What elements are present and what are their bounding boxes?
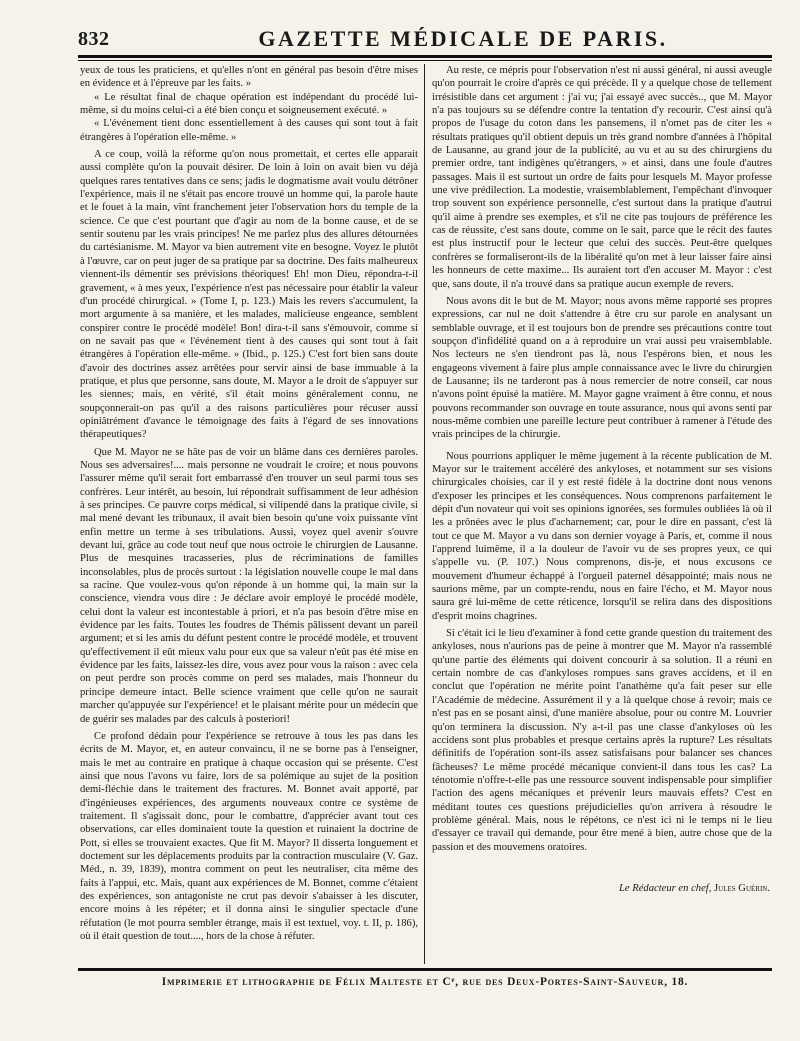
page-header — [78, 18, 772, 58]
right-paragraph-3: Nous pourrions appliquer le même jugement à la récente publication de M. Mayor sur le traitement accéléré des ankyloses, et notamment sur ses visions chirurgicales choisies, car il y est resté fidèle à la doctrine dont nous venons d'exposer les principes et les conséquences. Nous comprenons parfaitement le dépit d'un novateur qui voit ses opinions ignorées, ses formules oubliées là où il les a prônées avec le plus d'acharnement; car, pour le dire en passant, c'est là tout ce que M. Mayor a vu dans son dernier voyage à Paris, et, comme il nous l'apprend luimême, il a la douleur de l'avoir vu de ses propres yeux, ce qui s'appelle vu. (P. 107.) Nous comprenons, dis-je, et nous excusons ce mouvement d'humeur échappé à l'orgueil paternel désappointé; mais nous ne saurions même, par un compte-rendu, nous en faire l'écho, et M. Mayor nous saura gré lui-même de cette réticence, lorsqu'il se relira dans des dispositions d'esprit moins chagrines. — [432, 450, 772, 622]
header-rule-thin — [78, 60, 772, 61]
printer-imprint: Imprimerie et lithographie de Félix Malteste et Cᵉ, rue des Deux-Portes-Saint-Sauveur, 18. — [161, 976, 689, 988]
right-paragraph-2: Nous avons dit le but de M. Mayor; nous avons même rapporté ses propres expressions, car nul ne doit s'attendre à être cru sur parole en analysant un semblable ouvrage, et il est toujours bon de prendre ses précautions contre tout soupçon d'infidélité quand on a à reproduire un vrai aussi peu vraisemblable. Nos lecteurs ne s'en tiendront pas là, nous l'espérons bien, et nous les engageons vivement à faire plus ample connaissance avec le livre du chirurgien de Lausanne; ils ne tarderont pas à nous remercier de notre conseil, car nous n'avons point épuisé la matière. M. Mayor gagne vraiment à être connu, et nous pouvons recommander son ouvrage en toute assurance, nous qui avons senti par nous-même combien une pareille lecture peut contribuer à ramener à l'étude des vrais principes de la chirurgie. — [432, 295, 772, 441]
left-paragraph-6: Ce profond dédain pour l'expérience se retrouve à tous les pas dans les écrits de M. Mayor, et, en auteur convaincu, il ne se borne pas à l'enseigner, mais le met au contraire en pratique à chaque occasion qui se présente. C'est ainsi que nous l'avons vu faire, lors de sa polémique au sujet de la position demi-fléchie dans le traitement des fractures. M. Bonnet avait apporté, par d'ingénieuses expériences, des arguments nouveaux contre ce système de traitement. Il s'agissait donc, pour le combattre, d'apprécier avant tout ces observations, car elles dominaient toute la question et ruinaient la doctrine de Pott, si elles se trouvaient exactes. Que fit M. Mayor? Il disserta longuement et doctement sur les déplacements produits par la contraction musculaire (V. Gaz. Méd., n. 39, 1839), montra comment on peut les neutraliser, cita même des faits à l'appui, etc. Mais, quant aux expériences de M. Bonnet, comme c'étaient des expériences, son antagoniste ne crut pas devoir s'abaisser à les discuter, encore moins à les répéter; et il donna ainsi le singulier spectacle d'une réfutation (le mot pourra sembler étrange, mais il est textuel, voy. t. II, p. 186), où il était question de tout...., hors de la chose à réfuter. — [80, 730, 418, 942]
left-column — [80, 64, 418, 969]
right-paragraph-4: Si c'était ici le lieu d'examiner à fond cette grande question du traitement des ankyloses, nous n'aurions pas de peine à montrer que M. Mayor n'a rassemblé qu'une partie des éléments qui doivent concourir à sa solution. Il a réuni en certain nombre de cas d'ankyloses rompues sans graves accidens, et il en conclut que l'opération ne mérite point l'anathème qu'a fait peser sur elle l'Académie de médecine. Assurément il y a là quelque chose à revoir; mais ce n'est pas en se posant ainsi, d'une manière absolue, pour ou contre M. Louvrier qu'on terminera la discussion. N'y a-t-il pas une classe d'ankyloses où les accidens sont plus probables et presque certains après la rupture? Les résultats définitifs de l'opération sont-ils assez satisfaisans pour balancer ses chances fâcheuses? Le même procédé mécanique convient-il dans tous les cas? La ténotomie n'offre-t-elle pas une ressource souvent indispensable pour simplifier l'action des agens mécaniques et prévenir leurs mauvais effets? C'est en méditant toutes ces questions préjudicielles qu'on arrivera à résoudre le problème général. Mais, nous le répétons, ce n'est ici ni le temps ni le lieu d'essayer ce travail qui demande, pour être mené à bien, autre chose que de la passion et des mouvemens oratoires. — [432, 628, 772, 853]
header-rule-thick — [78, 55, 772, 58]
left-paragraph-1: yeux de tous les praticiens, et qu'elles n'ont en général pas besoin d'être mises en évidence et à l'épreuve par les faits. » — [80, 65, 418, 90]
right-paragraph-1: Au reste, ce mépris pour l'observation n'est ni aussi général, ni aussi aveugle qu'on pourrait le croire d'après ce qui précède. Il y a quelque chose de tellement irrésistible dans cet argument : j'ai vu; j'ai essayé avec succès.., que M. Mayor n'a pas toujours su se défendre contre la tentation d'y recourir. C'est ainsi qu'à propos de l'usage du coton dans les pansemens, il n'omet pas de citer les « résultats pratiques qu'il obtient depuis un très grand nombre d'années à l'hôpital de Lausanne, au grand jour de la publicité, au vu et au su des chirurgiens du premier ordre, tant indigènes qu'étrangers, » et ainsi, dans une foule d'autres passages. Mais il est surtout un ordre de faits pour lesquels M. Mayor professe une vive prédilection. La modestie, vraisemblablement, l'empêchant d'invoquer trop souvent son expérience personnelle, c'est surtout dans la pratique d'autrui qu'il aime à prendre ses exemples, et s'il ne cite pas toujours de préférence les cas de réussite, c'est sans doute, comme on le sait, parce que le récit des fautes est plus instructif pour le lecteur que celui des succès. Peut-être quelques confrères se formaliseront-ils de la libéralité qu'on met à leur laisser faire ainsi les honneurs de cette maxime... Ils auraient tort d'en accuser M. Mayor : c'est que, sans doute, il n'a trouvé dans sa pratique aucun exemple de revers. — [432, 65, 772, 290]
journal-title: GAZETTE MÉDICALE DE PARIS. — [258, 26, 668, 51]
signature-prefix: Le Rédacteur en chef, — [619, 882, 712, 894]
left-paragraph-2: « Le résultat final de chaque opération est indépendant du procédé lui-même, si du moins celui-ci a été bien conçu et soigneusement exécuté. » — [80, 91, 418, 117]
signature-name: Jules Guérin. — [714, 882, 770, 894]
left-paragraph-3: « L'événement tient donc essentiellement à des causes qui sont tout à fait étrangères à l'opération elle-même. » — [80, 118, 418, 143]
page-number: 832 — [78, 28, 110, 50]
column-divider — [424, 64, 425, 964]
right-column — [432, 64, 772, 969]
left-paragraph-5: Que M. Mayor ne se hâte pas de voir un blâme dans ces dernières paroles. Nous ses adversaires!.... mais personne ne voudrait le croire; et nous pouvons l'assurer même qu'il serait fort embarrassé d'en trouver un seul parmi tous ses confrères. Leur intérêt, au besoin, lui répondrait suffisamment de leur adhésion à ses principes. Ce pauvre corps médical, si vilipendé dans la pratique civile, si mal mené devant les tribunaux, il avait bien besoin qu'une voix puissante vînt enfin mettre un terme à ses tribulations. Aussi, voyez quel avenir s'ouvre devant lui, grâce au code tout neuf que nous octroie le chirurgien de Lausanne. Plus de mesquines tracasseries, plus de récriminations de familles inconsolables, plus de procès surtout : la législation nouvelle coupe le mal dans sa racine. Que voulez-vous qu'on réponde à un homme qui, la main sur la conscience, viendra vous dire : Je déclare avoir employé le procédé modèle, celui dont la valeur est incontestable à priori, et n'a pas besoin d'être mise en évidence par les faits. Toutes les foudres de Thémis pâlissent devant un pareil argument; et si les amis du défunt pestent contre le procédé modèle, et trouvent qu'effectivement il eût mieux valu pour eux que sa valeur n'eût pas été mise en évidence par les faits, laissez-les dire, vous avez pour vous la raison : avec cela on peut perdre son procès comme on perd ses malades, mais l'honneur du principe demeure intact. Belle science vraiment que celle qu'on ne saurait marcher qu'appuyée sur l'expérience! et le plaisant mérite pour un médecin que de guérir ses malades par des calculs à posteriori! — [80, 446, 418, 725]
editor-signature — [432, 882, 772, 895]
left-paragraph-4: A ce coup, voilà la réforme qu'on nous promettait, et certes elle apparait aussi complète qu'on la pouvait désirer. De loin à loin on avait bien vu déjà quelques rares tentatives dans ce sens; jadis le dogmatisme avait voulu détrôner l'expérience, mais il ne s'était pas encore trouvé un homme qui, la parole haute et le fouet à la main, vînt franchement jeter l'observation hors du temple de la science. Ce que c'est pourtant que d'agir au nom de la bonne cause, et de se sentir soutenu par les vrais principes! Ne me parlez plus des allures détournées du cartésianisme. M. Mayor va bien autrement vite en besogne. Voyez le plutôt à l'œuvre, car on peut juger de sa pratique par sa doctrine. Des faits malheureux viennent-ils démentir ses prévisions théoriques! Eh! mon Dieu, répondra-t-il gravement, « à mes yeux, l'expérience n'est pas nécessaire pour établir la valeur d'un procédé chirurgical. » (Tome I, p. 123.) Mais les revers s'accumulent, la mort argumente à sa manière, et les malades, malicieuse engeance, semblent conspirer contre le procédé modèle! Bon! dira-t-il sans s'émouvoir, comme si on ne savait pas que « l'événement tient à des causes qui sont tout à fait étrangères à l'opération elle-même. » (Ibid., p. 125.) C'est fort bien sans doute d'avoir des doctrines assez arrêtées pour servir ainsi de base immuable à la pratique, et plus que personne, sans doute, M. Mayor a le droit de s'appuyer sur les siennes; mais, en vérité, s'il était moins généralement connu, ne soupçonnerait-on pas qu'il a des raisons particulières pour récuser aussi opiniâtrément d'avance le témoignage des faits à l'égard de ses innovations thérapeutiques? — [80, 149, 418, 441]
footer-rule — [78, 968, 772, 971]
